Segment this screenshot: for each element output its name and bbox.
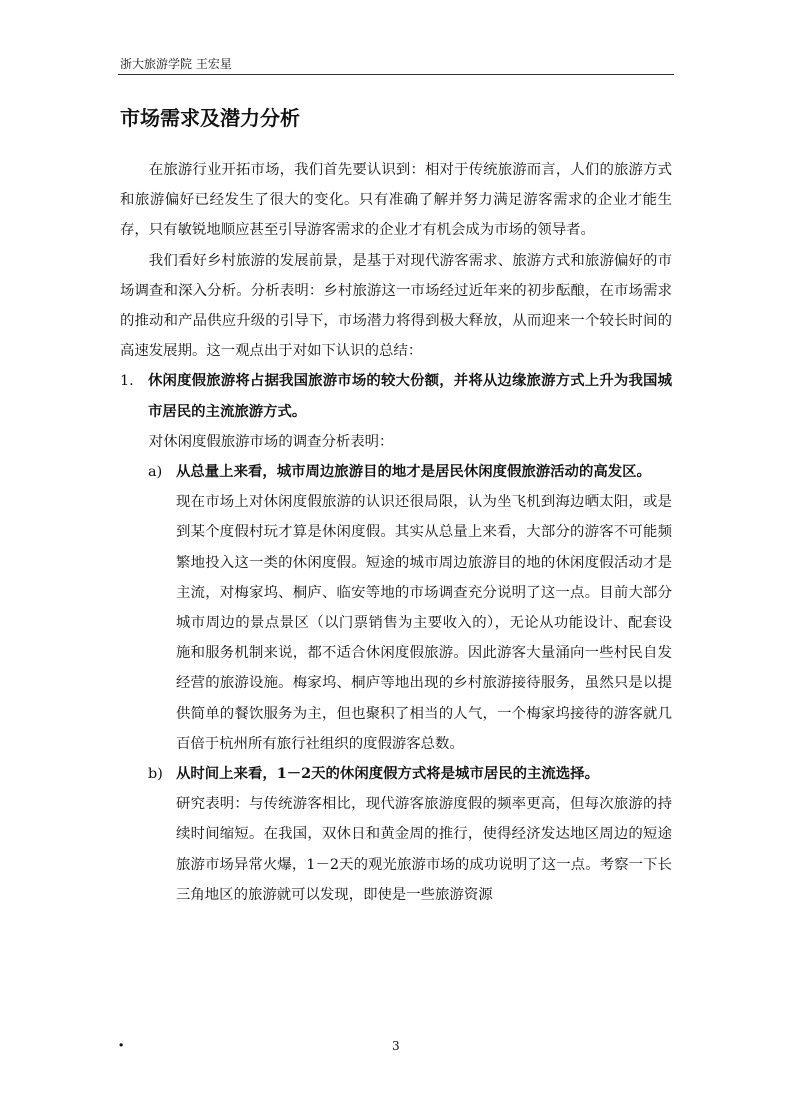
header-divider [118, 74, 674, 75]
list-item-1-heading: 休闲度假旅游将占据我国旅游市场的较大份额，并将从边缘旅游方式上升为我国城市居民的主流旅游方式。 [148, 372, 672, 420]
sub-item-b-heading: 从时间上来看，1－2天的休闲度假方式将是城市居民的主流选择。 [176, 765, 599, 783]
sub-item-a [120, 457, 672, 487]
paragraph-intro: 在旅游行业开拓市场，我们首先要认识到：相对于传统旅游而言，人们的旅游方式和旅游偏好已经发生了很大的变化。只有准确了解并努力满足游客需求的企业才能生存，只有敏锐地顺应甚至引导游客需求的企业才有机会成为市场的领导者。 [120, 162, 672, 239]
footer-bullet: · [118, 1035, 125, 1056]
section-title: 市场需求及潜力分析 [120, 106, 300, 130]
sub-item-a-text: 现在市场上对休闲度假旅游的认识还很局限，认为坐飞机到海边晒太阳，或是到某个度假村玩才算是休闲度假。其实从总量上来看，大部分的游客不可能频繁地投入这一类的休闲度假。短途的城市周边旅游目的地的休闲度假活动才是主流，对梅家坞、桐庐、临安等地的市场调查充分说明了这一点。目前大部分城市周边的景点景区（以门票销售为主要收入的），无论从功能设计、配套设施和服务机制来说，都不适合休闲度假旅游。因此游客大量涌向一些村民自发经营的旅游设施。梅家坞、桐庐等地出现的乡村旅游接待服务，虽然只是以提供简单的餐饮服务为主，但也聚积了相当的人气，一个梅家坞接待的游客就几百倍于杭州所有旅行社组织的度假游客总数。 [176, 494, 672, 752]
document-body [120, 155, 672, 910]
page-header: 浙大旅游学院 王宏星 [120, 57, 232, 71]
paragraph-outlook: 我们看好乡村旅游的发展前景，是基于对现代游客需求、旅游方式和旅游偏好的市场调查和深入分析。分析表明：乡村旅游这一市场经过近年来的初步酝酿，在市场需求的推动和产品供应升级的引导下，市场潜力将得到极大释放，从而迎来一个较长时间的高速发展期。这一观点出于对如下认识的总结： [120, 252, 672, 360]
sub-item-b [120, 759, 672, 789]
sub-item-a-heading: 从总量上来看，城市周边旅游目的地才是居民休闲度假旅游活动的高发区。 [176, 463, 651, 481]
sub-item-b-label: b) [148, 766, 163, 783]
list-item-1-intro: 对休闲度假旅游市场的调查分析表明： [148, 433, 394, 450]
list-item-1 [120, 366, 672, 426]
page-number: 3 [392, 1039, 400, 1053]
sub-item-b-text: 研究表明：与传统游客相比，现代游客旅游度假的频率更高，但每次旅游的持续时间缩短。在我国，双休日和黄金周的推行，使得经济发达地区周边的短途旅游市场异常火爆，1－2天的观光旅游市场的成功说明了这一点。考察一下长三角地区的旅游就可以发现，即使是一些旅游资源 [176, 796, 672, 903]
list-item-1-number: 1. [120, 373, 134, 390]
sub-item-a-label: a) [148, 464, 163, 481]
